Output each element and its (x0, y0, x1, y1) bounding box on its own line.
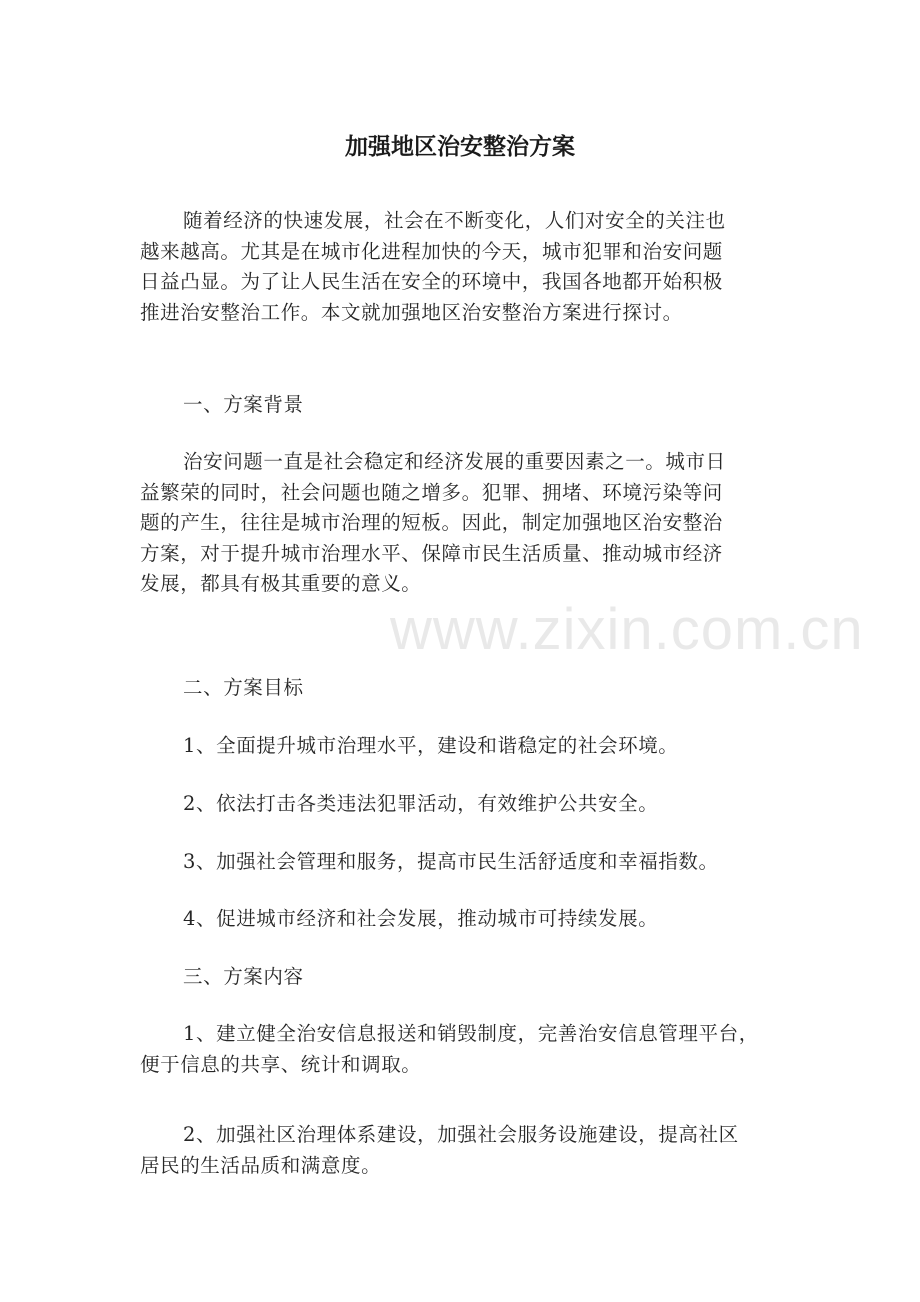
watermark: www.zixin.com.cn (390, 597, 864, 662)
paragraph-line: 题的产生，往往是城市治理的短板。因此，制定加强地区治安整治 (140, 511, 723, 534)
paragraph-line: 方案，对于提升城市治理水平、保障市民生活质量、推动城市经济 (140, 541, 723, 565)
goal-item (140, 904, 800, 935)
document-title: 加强地区治安整治方案 (345, 134, 575, 160)
paragraph-line: 推进治安整治工作。本文就加强地区治安整治方案进行探讨。 (140, 300, 683, 324)
goal-item (140, 789, 800, 820)
section-heading: 三、方案内容 (183, 965, 304, 988)
section-heading: 一、方案背景 (183, 393, 304, 416)
paragraph-line: 随着经济的快速发展，社会在不断变化，人们对安全的关注也 (183, 209, 726, 232)
list-item: 1、建立健全治安信息报送和销毁制度，完善治安信息管理平台， (183, 1022, 759, 1045)
list-item: 1、全面提升城市治理水平，建设和谐稳定的社会环境。 (183, 734, 679, 757)
intro-paragraph (140, 206, 800, 328)
background-paragraph (140, 447, 800, 600)
section-heading-content (140, 962, 800, 993)
list-item: 4、促进城市经济和社会发展，推动城市可持续发展。 (183, 907, 659, 930)
list-item-continuation: 居民的生活品质和满意度。 (140, 1153, 382, 1177)
paragraph-line: 益繁荣的同时，社会问题也随之增多。犯罪、拥堵、环境污染等问 (140, 480, 723, 504)
goal-item (140, 731, 800, 762)
goal-item (140, 847, 800, 878)
list-item: 3、加强社会管理和服务，提高市民生活舒适度和幸福指数。 (183, 850, 719, 873)
content-item (140, 1120, 800, 1181)
paragraph-line: 发展，都具有极其重要的意义。 (140, 572, 422, 595)
paragraph-line: 越来越高。尤其是在城市化进程加快的今天，城市犯罪和治安问题 (140, 239, 723, 263)
paragraph-line: 日益凸显。为了让人民生活在安全的环境中，我国各地都开始积极 (140, 270, 723, 293)
paragraph-line: 治安问题一直是社会稳定和经济发展的重要因素之一。城市日 (183, 450, 726, 473)
content-item (140, 1019, 800, 1080)
list-item: 2、加强社区治理体系建设，加强社会服务设施建设，提高社区 (183, 1123, 739, 1146)
section-heading-goals (140, 673, 800, 704)
section-heading: 二、方案目标 (183, 676, 304, 699)
list-item: 2、依法打击各类违法犯罪活动，有效维护公共安全。 (183, 792, 659, 815)
section-heading-background (140, 390, 800, 421)
list-item-continuation: 便于信息的共享、统计和调取。 (140, 1052, 422, 1076)
